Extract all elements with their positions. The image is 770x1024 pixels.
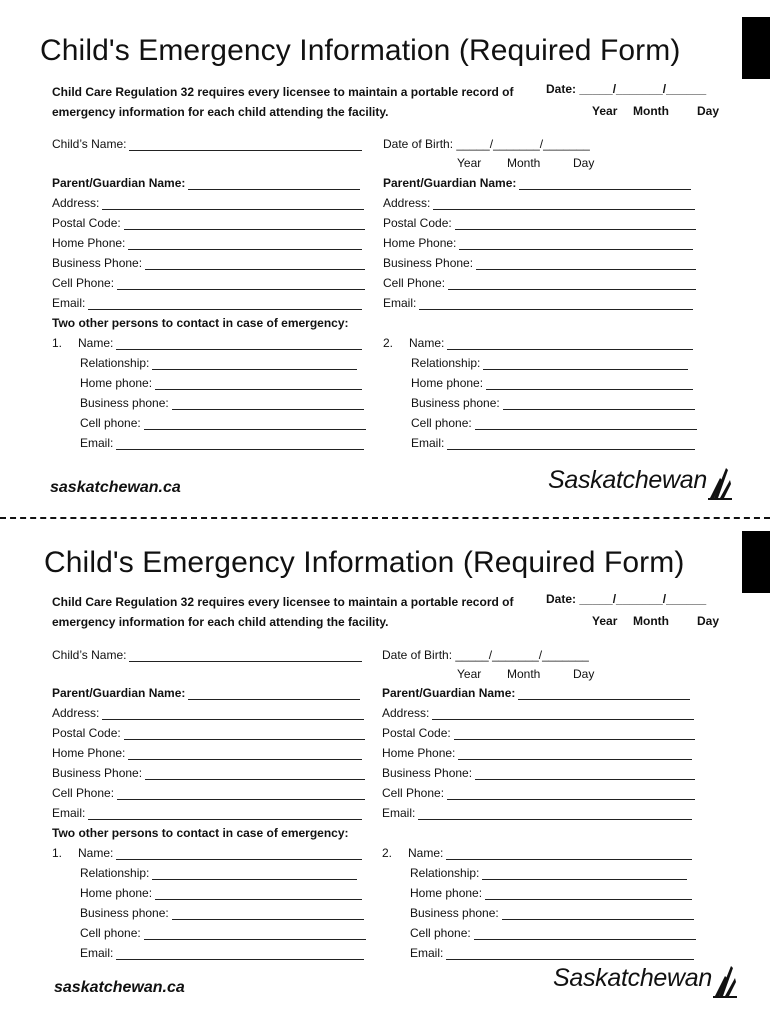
contact-1-relationship-field[interactable]: Relationship: xyxy=(80,866,357,880)
black-tab-marker xyxy=(742,531,770,593)
cell-phone-field-2[interactable]: Cell Phone: xyxy=(383,276,696,290)
contact-1-business-phone-field[interactable]: Business phone: xyxy=(80,396,364,410)
business-phone-field-1[interactable]: Business Phone: xyxy=(52,256,365,270)
dob-field[interactable]: Date of Birth: _____/_______/_______ xyxy=(382,648,589,662)
postal-code-field-1[interactable]: Postal Code: xyxy=(52,726,365,740)
parent-guardian-name-field-2[interactable]: Parent/Guardian Name: xyxy=(382,686,690,700)
wheat-sheaf-icon xyxy=(713,964,737,998)
website-link[interactable]: saskatchewan.ca xyxy=(54,979,185,996)
website-link[interactable]: saskatchewan.ca xyxy=(50,479,181,496)
business-phone-field-2[interactable]: Business Phone: xyxy=(383,256,696,270)
date-year-label: Year xyxy=(592,104,618,118)
date-day-label: Day xyxy=(697,614,720,628)
emergency-form-2 xyxy=(0,512,770,1012)
postal-code-field-2[interactable]: Postal Code: xyxy=(382,726,695,740)
contact-2-number: 2. xyxy=(382,846,393,860)
wheat-sheaf-icon xyxy=(708,466,732,500)
logo-wordmark: Saskatchewan xyxy=(553,964,712,992)
cell-phone-field-2[interactable]: Cell Phone: xyxy=(382,786,695,800)
home-phone-field-2[interactable]: Home Phone: xyxy=(383,236,693,250)
form-title: Child's Emergency Information (Required Form) xyxy=(40,34,681,67)
parent-guardian-name-field-2[interactable]: Parent/Guardian Name: xyxy=(383,176,691,190)
contact-2-business-phone-field[interactable]: Business phone: xyxy=(410,906,694,920)
contact-2-email-field[interactable]: Email: xyxy=(411,436,695,450)
date-day-label: Day xyxy=(697,104,720,118)
contact-2-home-phone-field[interactable]: Home phone: xyxy=(410,886,692,900)
contact-2-relationship-field[interactable]: Relationship: xyxy=(410,866,687,880)
email-field-1[interactable]: Email: xyxy=(52,806,362,820)
contact-1-home-phone-field[interactable]: Home phone: xyxy=(80,376,362,390)
other-contacts-heading: Two other persons to contact in case of emergency: xyxy=(52,316,349,330)
address-field-2[interactable]: Address: xyxy=(382,706,694,720)
other-contacts-heading: Two other persons to contact in case of emergency: xyxy=(52,826,349,840)
dob-day-label: Day xyxy=(573,156,595,170)
regulation-text: Child Care Regulation 32 requires every licensee to maintain a portable record of emergency information for each child attending the facility. xyxy=(52,85,514,119)
contact-1-cell-phone-field[interactable]: Cell phone: xyxy=(80,416,366,430)
contact-2-number: 2. xyxy=(383,336,394,350)
saskatchewan-logo xyxy=(553,964,738,1000)
address-field-1[interactable]: Address: xyxy=(52,706,364,720)
dob-month-label: Month xyxy=(507,156,541,170)
emergency-form-1 xyxy=(0,0,770,500)
address-field-2[interactable]: Address: xyxy=(383,196,695,210)
saskatchewan-logo xyxy=(548,466,733,502)
contact-2-relationship-field[interactable]: Relationship: xyxy=(411,356,688,370)
date-field[interactable]: Date: _____/_______/______ xyxy=(546,82,707,96)
contact-1-relationship-field[interactable]: Relationship: xyxy=(80,356,357,370)
contact-1-email-field[interactable]: Email: xyxy=(80,436,364,450)
dob-month-label: Month xyxy=(507,667,541,681)
childs-name-field[interactable]: Child’s Name: xyxy=(52,137,362,151)
postal-code-field-1[interactable]: Postal Code: xyxy=(52,216,365,230)
contact-2-cell-phone-field[interactable]: Cell phone: xyxy=(411,416,697,430)
dob-year-label: Year xyxy=(457,156,482,170)
childs-name-field[interactable]: Child’s Name: xyxy=(52,648,362,662)
email-field-2[interactable]: Email: xyxy=(383,296,693,310)
contact-1-business-phone-field[interactable]: Business phone: xyxy=(80,906,364,920)
home-phone-field-2[interactable]: Home Phone: xyxy=(382,746,692,760)
contact-1-number: 1. xyxy=(52,336,63,350)
dob-day-label: Day xyxy=(573,667,595,681)
contact-2-home-phone-field[interactable]: Home phone: xyxy=(411,376,693,390)
contact-1-home-phone-field[interactable]: Home phone: xyxy=(80,886,362,900)
contact-1-name-field[interactable]: Name: xyxy=(78,336,362,350)
postal-code-field-2[interactable]: Postal Code: xyxy=(383,216,696,230)
contact-2-business-phone-field[interactable]: Business phone: xyxy=(411,396,695,410)
contact-1-number: 1. xyxy=(52,846,63,860)
home-phone-field-1[interactable]: Home Phone: xyxy=(52,236,362,250)
parent-guardian-name-field-1[interactable]: Parent/Guardian Name: xyxy=(52,686,360,700)
email-field-2[interactable]: Email: xyxy=(382,806,692,820)
parent-guardian-name-field-1[interactable]: Parent/Guardian Name: xyxy=(52,176,360,190)
dob-field[interactable]: Date of Birth: _____/_______/_______ xyxy=(383,137,590,151)
contact-2-name-field[interactable]: Name: xyxy=(408,846,692,860)
cell-phone-field-1[interactable]: Cell Phone: xyxy=(52,786,365,800)
date-month-label: Month xyxy=(633,104,669,118)
contact-1-name-field[interactable]: Name: xyxy=(78,846,362,860)
dob-year-label: Year xyxy=(457,667,482,681)
email-field-1[interactable]: Email: xyxy=(52,296,362,310)
regulation-text: Child Care Regulation 32 requires every licensee to maintain a portable record of emergency information for each child attending the facility. xyxy=(52,595,514,629)
date-year-label: Year xyxy=(592,614,618,628)
contact-2-email-field[interactable]: Email: xyxy=(410,946,694,960)
contact-2-cell-phone-field[interactable]: Cell phone: xyxy=(410,926,696,940)
date-field[interactable]: Date: _____/_______/______ xyxy=(546,592,707,606)
form-title: Child's Emergency Information (Required Form) xyxy=(44,546,685,579)
logo-wordmark: Saskatchewan xyxy=(548,466,707,494)
cell-phone-field-1[interactable]: Cell Phone: xyxy=(52,276,365,290)
business-phone-field-1[interactable]: Business Phone: xyxy=(52,766,365,780)
contact-1-cell-phone-field[interactable]: Cell phone: xyxy=(80,926,366,940)
black-tab-marker xyxy=(742,17,770,79)
home-phone-field-1[interactable]: Home Phone: xyxy=(52,746,362,760)
business-phone-field-2[interactable]: Business Phone: xyxy=(382,766,695,780)
contact-2-name-field[interactable]: Name: xyxy=(409,336,693,350)
address-field-1[interactable]: Address: xyxy=(52,196,364,210)
date-month-label: Month xyxy=(633,614,669,628)
contact-1-email-field[interactable]: Email: xyxy=(80,946,364,960)
